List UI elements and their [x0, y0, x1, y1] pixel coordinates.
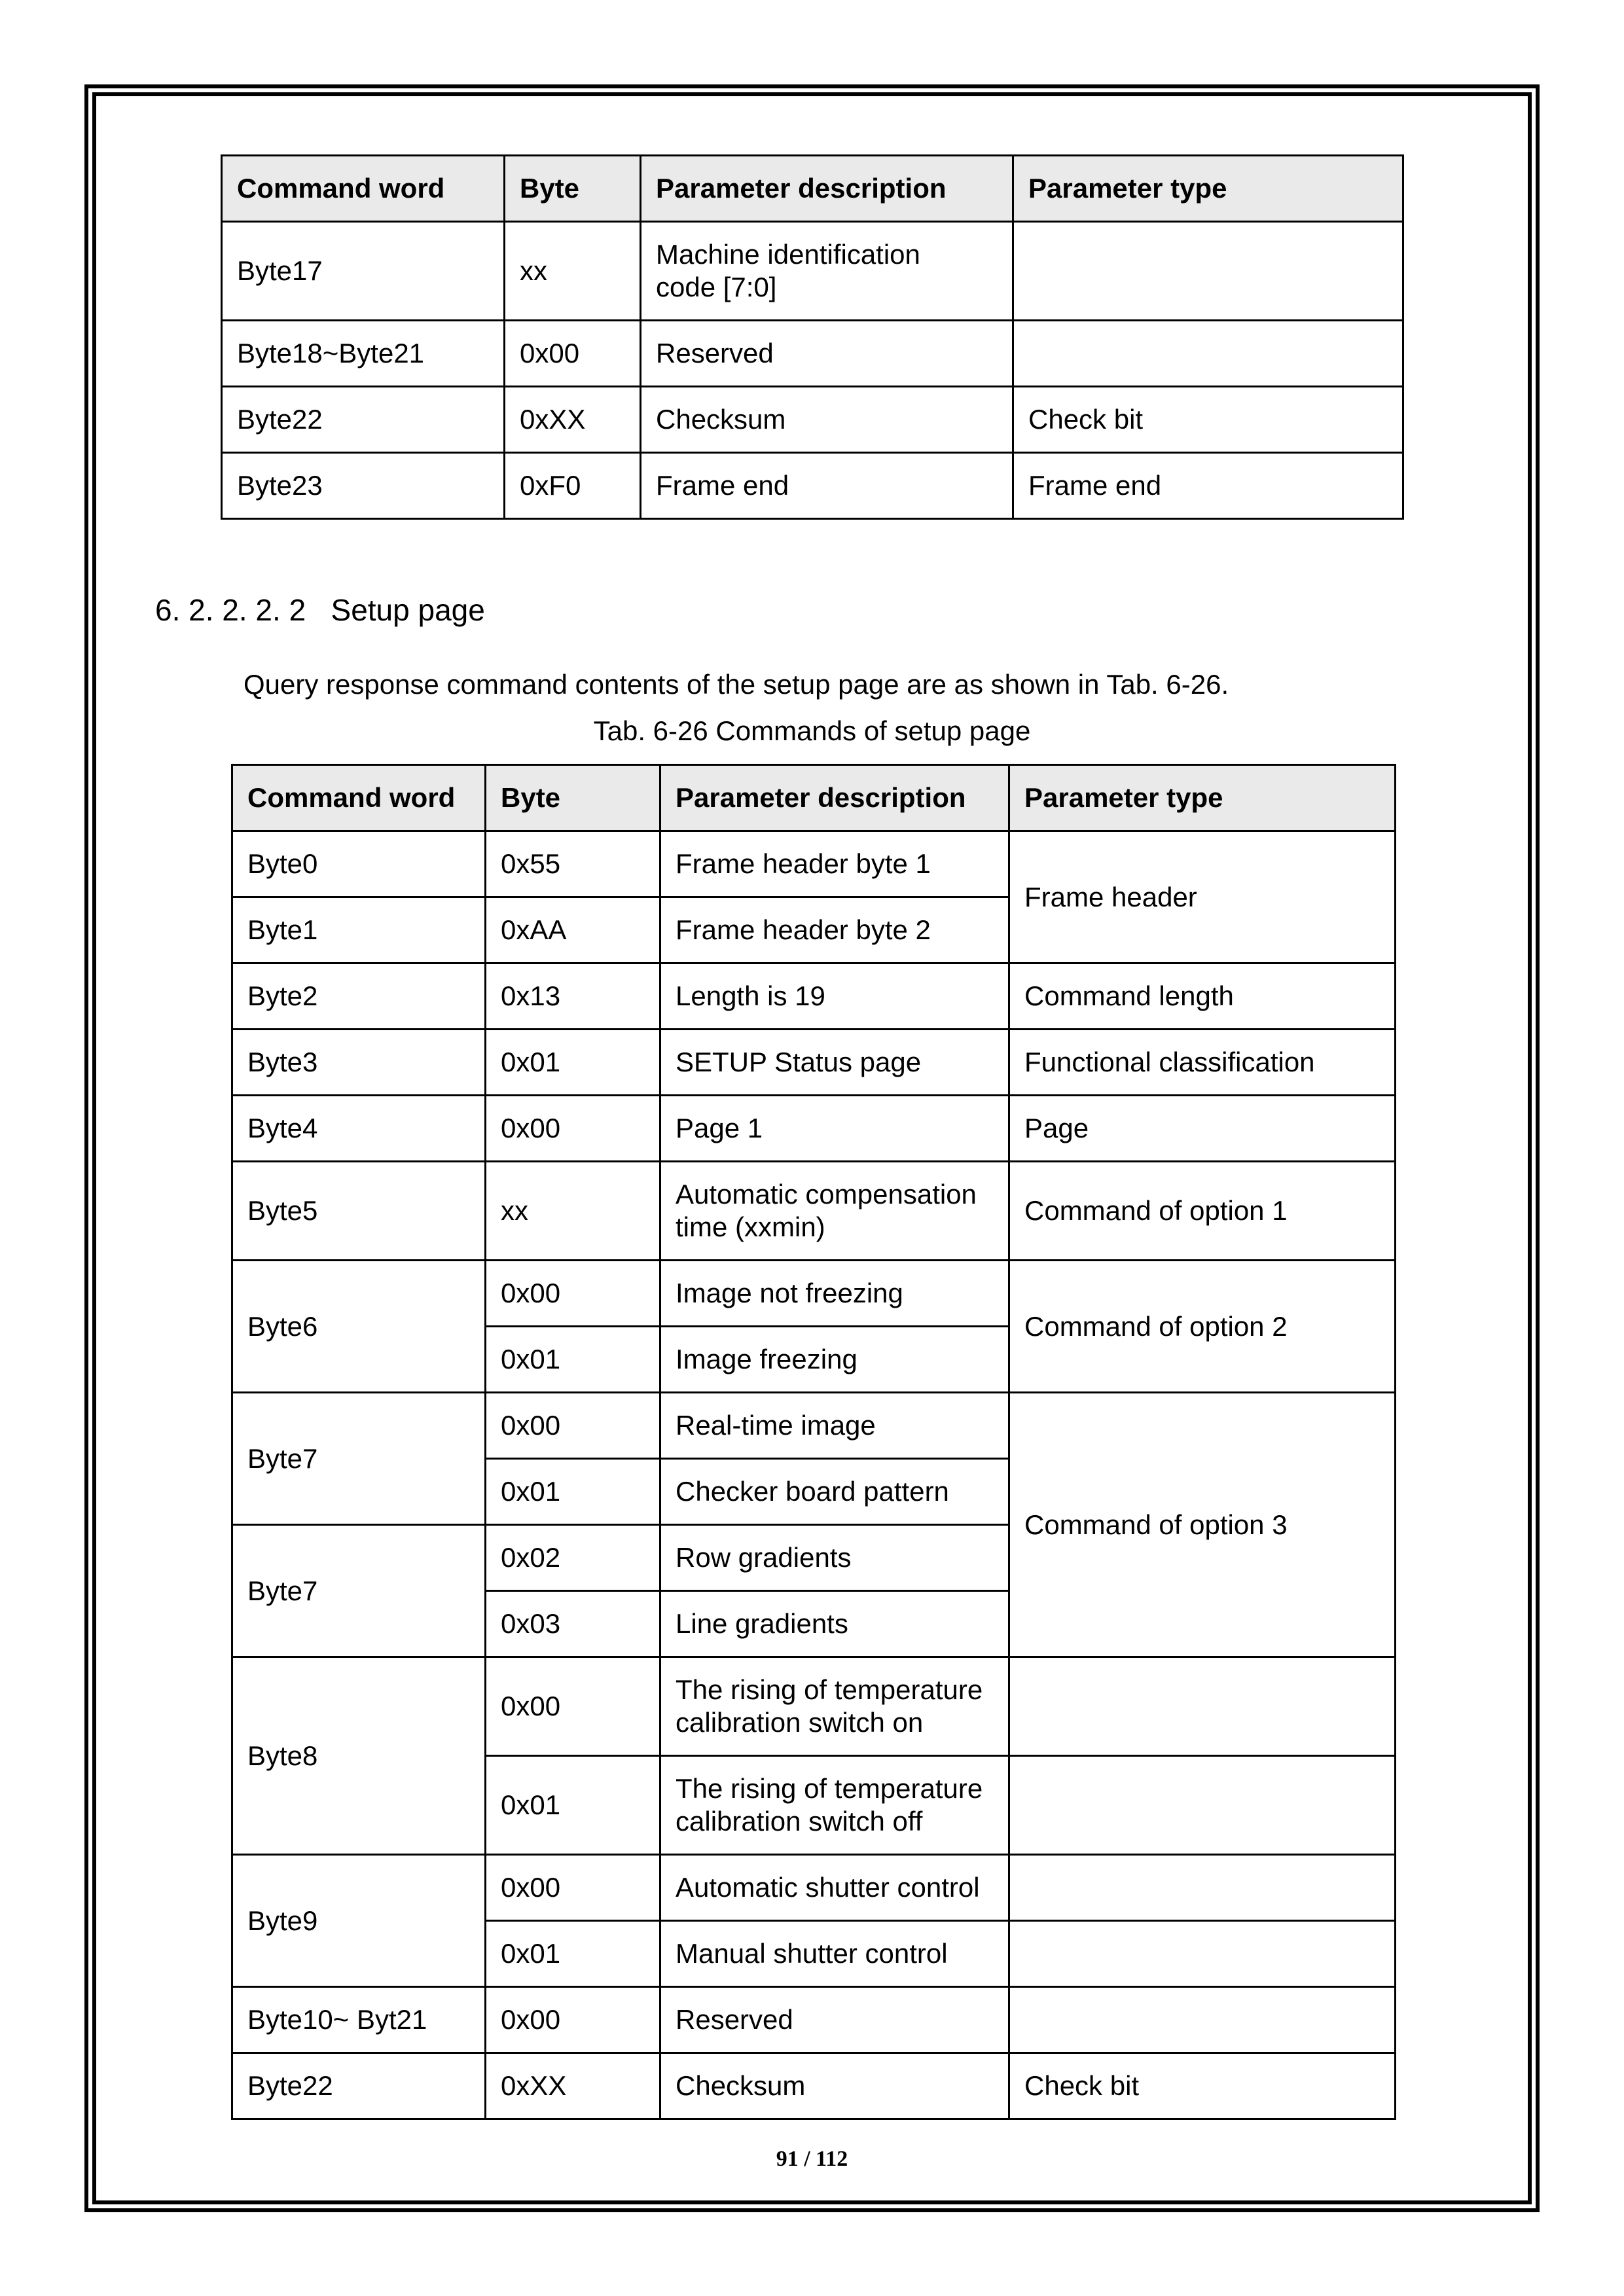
- cell-type: [1009, 1657, 1396, 1756]
- cell-byte: 0x01: [486, 1327, 660, 1393]
- cell-byte: xx: [486, 1162, 660, 1261]
- table-row: [222, 387, 1403, 453]
- table-row: [222, 321, 1403, 387]
- cell-byte: 0x13: [486, 963, 660, 1030]
- section-title: Setup page: [331, 593, 485, 627]
- cell-command-word: Byte10~ Byt21: [232, 1987, 486, 2053]
- table-machine-id-continued: [221, 154, 1404, 520]
- cell-type: Command length: [1009, 963, 1396, 1030]
- cell-type: Functional classification: [1009, 1030, 1396, 1096]
- cell-byte: 0xAA: [486, 897, 660, 963]
- cell-byte: 0x00: [486, 1261, 660, 1327]
- cell-description: Reserved: [660, 1987, 1009, 2053]
- cell-byte: xx: [505, 222, 641, 321]
- cell-byte: 0x02: [486, 1525, 660, 1591]
- table-row: [232, 831, 1396, 897]
- cell-description: Real-time image: [660, 1393, 1009, 1459]
- cell-byte: 0xXX: [486, 2053, 660, 2119]
- cell-byte: 0x00: [486, 1987, 660, 2053]
- cell-byte: 0x55: [486, 831, 660, 897]
- cell-type: Frame end: [1013, 453, 1403, 519]
- cell-description: Page 1: [660, 1096, 1009, 1162]
- cell-byte: 0xF0: [505, 453, 641, 519]
- cell-description: Machine identification code [7:0]: [641, 222, 1013, 321]
- cell-byte: 0x03: [486, 1591, 660, 1657]
- cell-type: [1009, 1987, 1396, 2053]
- cell-description: Reserved: [641, 321, 1013, 387]
- table-setup-page-commands: [231, 764, 1396, 2120]
- header-command-word: Command word: [222, 156, 505, 222]
- cell-command-word: Byte4: [232, 1096, 486, 1162]
- cell-description: Length is 19: [660, 963, 1009, 1030]
- cell-type: [1013, 222, 1403, 321]
- cell-description: Frame header byte 1: [660, 831, 1009, 897]
- cell-byte: 0x00: [486, 1855, 660, 1921]
- table-row: [232, 2053, 1396, 2119]
- header-parameter-description: Parameter description: [660, 765, 1009, 831]
- cell-byte: 0x01: [486, 1756, 660, 1855]
- table-row: [232, 1393, 1396, 1459]
- cell-description: The rising of temperature calibration switch off: [660, 1756, 1009, 1855]
- cell-command-word: Byte18~Byte21: [222, 321, 505, 387]
- cell-command-word: Byte3: [232, 1030, 486, 1096]
- cell-command-word: Byte2: [232, 963, 486, 1030]
- cell-type: Command of option 1: [1009, 1162, 1396, 1261]
- cell-command-word: Byte1: [232, 897, 486, 963]
- cell-description: Line gradients: [660, 1591, 1009, 1657]
- cell-type: [1009, 1756, 1396, 1855]
- cell-command-word: Byte23: [222, 453, 505, 519]
- cell-description: Automatic compensation time (xxmin): [660, 1162, 1009, 1261]
- page-number: 91 / 112: [776, 2147, 848, 2171]
- cell-type: Command of option 3: [1009, 1393, 1396, 1657]
- cell-type: [1009, 1855, 1396, 1921]
- cell-command-word: Byte9: [232, 1855, 486, 1987]
- cell-description: The rising of temperature calibration switch on: [660, 1657, 1009, 1756]
- cell-type: Check bit: [1009, 2053, 1396, 2119]
- cell-command-word: Byte7: [232, 1393, 486, 1525]
- cell-byte: 0x00: [486, 1393, 660, 1459]
- section-paragraph: Query response command contents of the setup page are as shown in Tab. 6-26.: [244, 669, 1229, 700]
- table-row: [232, 1855, 1396, 1921]
- cell-command-word: Byte17: [222, 222, 505, 321]
- cell-type: Page: [1009, 1096, 1396, 1162]
- cell-description: Checker board pattern: [660, 1459, 1009, 1525]
- cell-byte: 0xXX: [505, 387, 641, 453]
- cell-description: Row gradients: [660, 1525, 1009, 1591]
- cell-description: Manual shutter control: [660, 1921, 1009, 1987]
- table-row: [232, 1261, 1396, 1327]
- cell-description: Image freezing: [660, 1327, 1009, 1393]
- cell-type: [1009, 1921, 1396, 1987]
- table-row: [222, 453, 1403, 519]
- cell-description: Image not freezing: [660, 1261, 1009, 1327]
- section-number: 6. 2. 2. 2. 2: [155, 593, 306, 627]
- header-command-word: Command word: [232, 765, 486, 831]
- table-caption: Tab. 6-26 Commands of setup page: [593, 715, 1031, 746]
- header-parameter-type: Parameter type: [1009, 765, 1396, 831]
- table-row: [232, 1657, 1396, 1756]
- cell-type: [1013, 321, 1403, 387]
- table-row: [232, 1030, 1396, 1096]
- table-row: [232, 963, 1396, 1030]
- table-header-row: [222, 156, 1403, 222]
- header-parameter-description: Parameter description: [641, 156, 1013, 222]
- cell-description: Checksum: [641, 387, 1013, 453]
- header-parameter-type: Parameter type: [1013, 156, 1403, 222]
- cell-byte: 0x00: [486, 1096, 660, 1162]
- cell-description: Frame header byte 2: [660, 897, 1009, 963]
- cell-command-word: Byte7: [232, 1525, 486, 1657]
- cell-command-word: Byte6: [232, 1261, 486, 1393]
- cell-byte: 0x01: [486, 1030, 660, 1096]
- table-row: [232, 1096, 1396, 1162]
- cell-type: Frame header: [1009, 831, 1396, 963]
- table-row: [232, 1987, 1396, 2053]
- cell-description: Automatic shutter control: [660, 1855, 1009, 1921]
- cell-byte: 0x01: [486, 1921, 660, 1987]
- cell-byte: 0x01: [486, 1459, 660, 1525]
- cell-byte: 0x00: [505, 321, 641, 387]
- cell-command-word: Byte22: [222, 387, 505, 453]
- cell-type: Command of option 2: [1009, 1261, 1396, 1393]
- cell-command-word: Byte5: [232, 1162, 486, 1261]
- header-byte: Byte: [505, 156, 641, 222]
- cell-command-word: Byte0: [232, 831, 486, 897]
- table-header-row: [232, 765, 1396, 831]
- cell-description: Checksum: [660, 2053, 1009, 2119]
- section-heading: [155, 592, 485, 628]
- cell-command-word: Byte22: [232, 2053, 486, 2119]
- cell-byte: 0x00: [486, 1657, 660, 1756]
- cell-description: SETUP Status page: [660, 1030, 1009, 1096]
- cell-command-word: Byte8: [232, 1657, 486, 1855]
- cell-type: Check bit: [1013, 387, 1403, 453]
- table-row: [222, 222, 1403, 321]
- header-byte: Byte: [486, 765, 660, 831]
- cell-description: Frame end: [641, 453, 1013, 519]
- table-row: [232, 1162, 1396, 1261]
